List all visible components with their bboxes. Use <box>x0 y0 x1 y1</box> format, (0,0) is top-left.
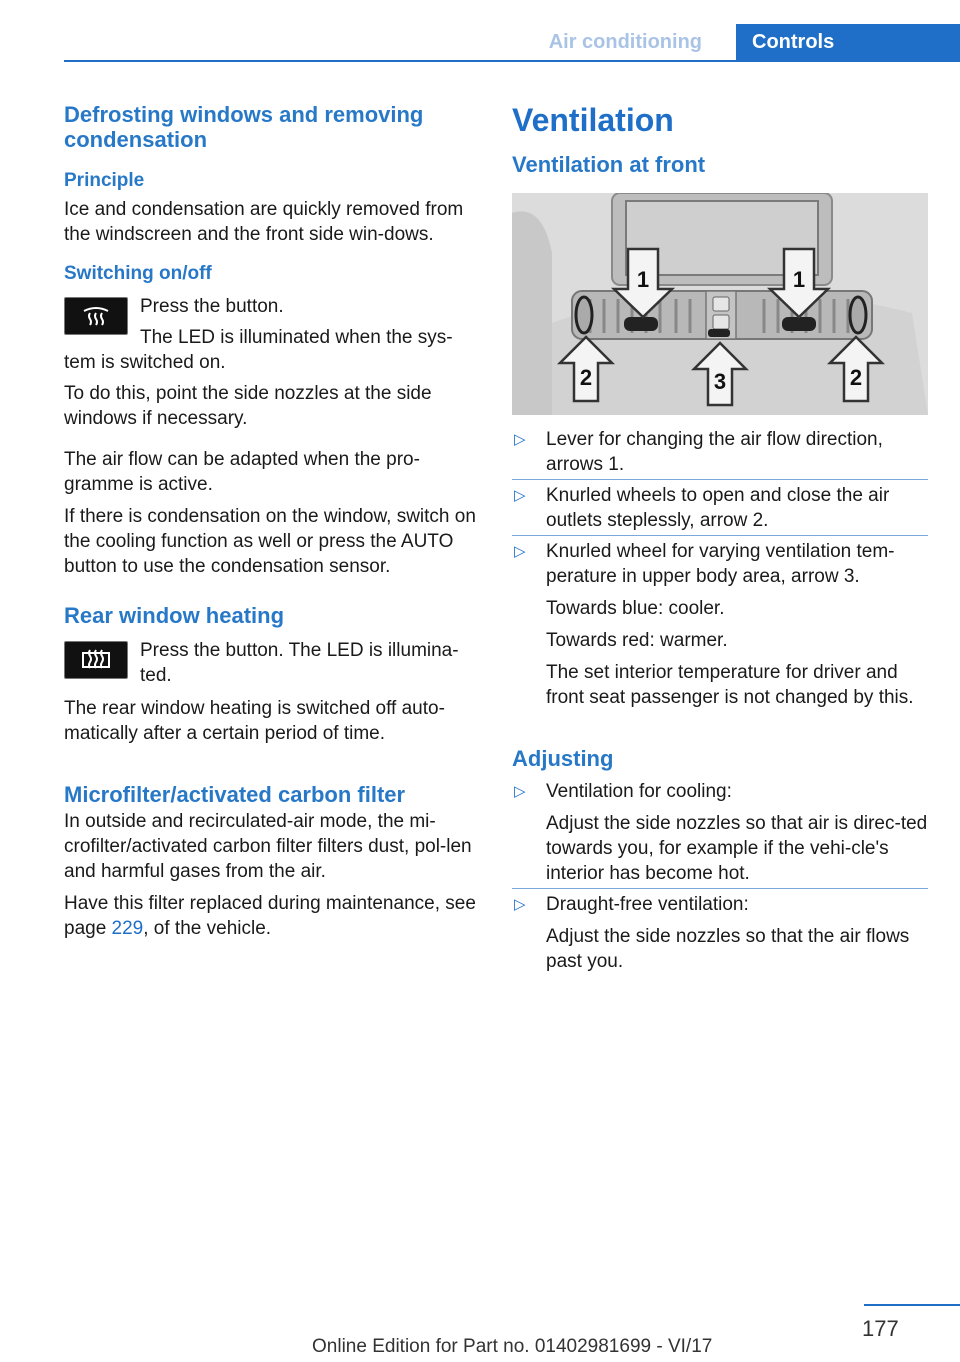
arrow-label-3: 3 <box>713 369 727 394</box>
list-divider <box>512 888 928 889</box>
rear-heading: Rear window heating <box>64 603 285 628</box>
principle-heading: Principle <box>64 170 145 191</box>
bullet-triangle-icon: ▷ <box>514 487 526 504</box>
page-link[interactable]: 229 <box>111 918 144 939</box>
list-item <box>512 892 928 974</box>
microfilter-heading: Microfilter/activated carbon filter <box>64 782 406 807</box>
draught-text: Adjust the side nozzles so that the air flows past you. <box>546 926 910 972</box>
header-rule <box>64 60 960 62</box>
draught-label: Draught-free ventilation: <box>546 894 749 915</box>
front-heading: Ventilation at front <box>512 152 706 177</box>
led-text-b: tem is switched on. <box>64 352 226 373</box>
arrow-label-2-left: 2 <box>579 365 593 390</box>
list-item <box>512 539 928 710</box>
led-text-a: The LED is illuminated when the sys- <box>140 327 453 348</box>
front-defrost-icon <box>64 297 128 335</box>
airflow-text: The air flow can be adapted when the pro-gramme is active. <box>64 449 420 495</box>
bullet-triangle-icon: ▷ <box>514 896 526 913</box>
replace-text-b: , of the vehicle. <box>143 918 272 939</box>
list-item-text: Lever for changing the air flow direction, arrows 1. <box>546 429 883 475</box>
replace-text-a: Have this filter replaced during maintenance, see page <box>64 893 476 939</box>
ventilation-heading: Ventilation <box>512 102 674 138</box>
side-nozzle-text: To do this, point the side nozzles at the side windows if necessary. <box>64 383 432 429</box>
microfilter-text: In outside and recirculated-air mode, the mi-crofilter/activated carbon filter filters dust, pol-len and harmful gases from the air. <box>64 811 472 882</box>
vent-figure <box>512 193 928 415</box>
rear-auto-text: The rear window heating is switched off auto-matically after a certain period of time. <box>64 698 445 744</box>
footer-rule <box>864 1304 960 1306</box>
arrow-label-2-right: 2 <box>849 365 863 390</box>
rear-defrost-icon <box>64 641 128 679</box>
switch-heading: Switching on/off <box>64 263 212 284</box>
list-item <box>512 427 928 477</box>
rear-press-text-b: ted. <box>140 665 172 686</box>
edition-text: Online Edition for Part no. 01402981699 - VI/17 <box>312 1336 713 1357</box>
front-defrost-glyph <box>81 305 111 327</box>
adjusting-list <box>512 779 928 974</box>
left-column <box>64 100 476 941</box>
chapter-tab: Controls <box>736 24 960 60</box>
cooling-text: Adjust the side nozzles so that air is direc-ted towards you, for example if the vehi-cle's interior has become hot. <box>546 813 928 884</box>
adjusting-heading: Adjusting <box>512 746 614 771</box>
principle-text: Ice and condensation are quickly removed from the windscreen and the front side win-dows. <box>64 199 464 245</box>
press-button-text: Press the button. <box>140 296 284 317</box>
list-divider <box>512 479 928 480</box>
rear-defrost-glyph <box>81 649 111 671</box>
rear-defrost-block <box>64 638 476 688</box>
defrost-heading: Defrosting windows and removing condensation <box>64 102 424 152</box>
condensation-text: If there is condensation on the window, switch on the cooling function as well or press the AUTO button to use the condensation sensor. <box>64 506 476 577</box>
rear-press-text-a: Press the button. The LED is illumina- <box>140 640 459 661</box>
right-column <box>512 100 928 974</box>
red-text: Towards red: warmer. <box>546 630 728 651</box>
section-tab: Air conditioning <box>548 31 702 53</box>
vent-items-list <box>512 427 928 710</box>
replace-text <box>64 891 476 941</box>
blue-text: Towards blue: cooler. <box>546 598 725 619</box>
page-number: 177 <box>862 1316 899 1341</box>
arrow-label-1-right: 1 <box>792 267 806 292</box>
list-item-text: Knurled wheel for varying ventilation tem-perature in upper body area, arrow 3. <box>546 541 895 587</box>
cooling-label: Ventilation for cooling: <box>546 781 732 802</box>
list-item-text: Knurled wheels to open and close the air outlets steplessly, arrow 2. <box>546 485 890 531</box>
set-temp-text: The set interior temperature for driver and front seat passenger is not changed by this. <box>546 662 914 708</box>
dashboard-illustration <box>512 193 928 415</box>
list-item <box>512 779 928 886</box>
list-divider <box>512 535 928 536</box>
bullet-triangle-icon: ▷ <box>514 431 526 448</box>
bullet-triangle-icon: ▷ <box>514 543 526 560</box>
page-header <box>0 0 960 62</box>
list-item <box>512 483 928 533</box>
bullet-triangle-icon: ▷ <box>514 783 526 800</box>
front-defrost-block <box>64 294 476 375</box>
arrow-label-1-left: 1 <box>636 267 650 292</box>
